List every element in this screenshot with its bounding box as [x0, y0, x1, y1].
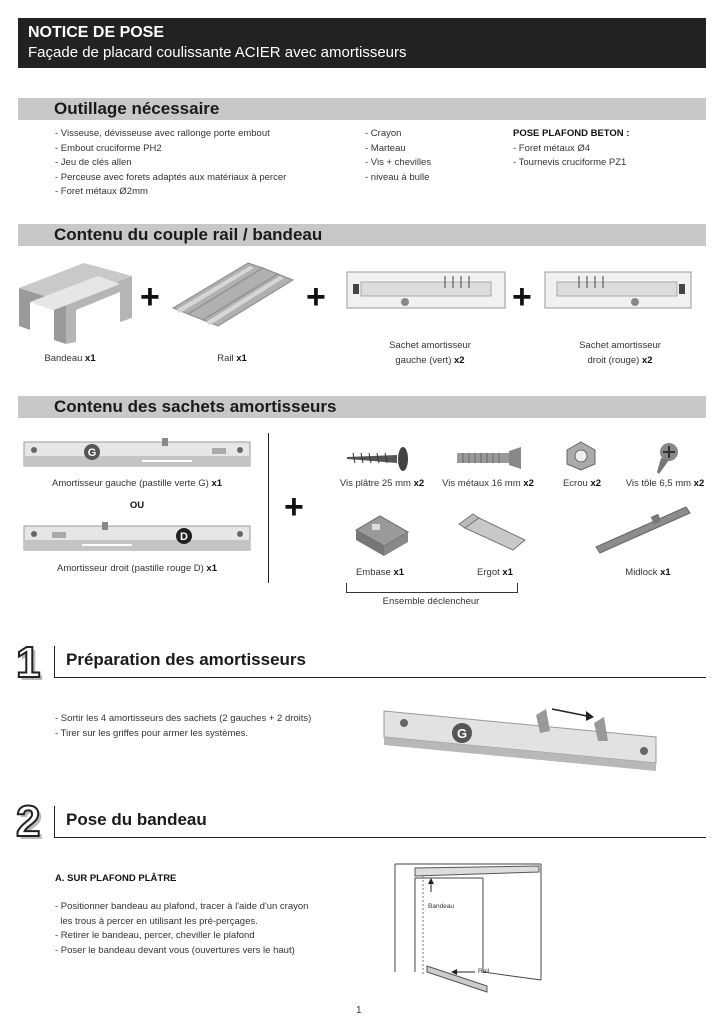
section-title: Contenu des sachets amortisseurs: [54, 397, 337, 416]
step1-instructions: [55, 712, 311, 741]
section-title: Outillage nécessaire: [54, 99, 220, 118]
list-item: - Embout cruciforme PH2: [55, 142, 162, 154]
step-number-1: 1: [16, 638, 41, 687]
rail-illustration: [168, 258, 298, 338]
ergot-label: Ergot x1: [477, 567, 513, 578]
instruction-line: - Retirer le bandeau, percer, cheviller le plafond: [55, 930, 255, 941]
header-banner: [18, 18, 706, 68]
ecrou-label: Ecrou x2: [562, 478, 602, 489]
sachet-gauche-label: Sachet amortisseur gauche (vert) x2: [389, 340, 471, 366]
vis-metaux-illustration: [455, 445, 525, 471]
instruction-line: les trous à percer en utilisant les pré-perçages.: [55, 915, 258, 927]
bandeau-callout: Bandeau: [428, 903, 455, 910]
step2-room-illustration: [393, 862, 543, 1000]
step2-subtitle: A. SUR PLAFOND PLÂTRE: [55, 873, 177, 884]
list-item: - Marteau: [365, 142, 406, 154]
midlock-label: Midlock x1: [625, 567, 671, 578]
plus-sign: +: [512, 278, 532, 316]
vis-platre-label: Vis plâtre 25 mm x2: [339, 478, 425, 489]
step-underline: [54, 837, 706, 838]
embase-label: Embase x1: [355, 567, 405, 578]
ou-label: OU: [129, 500, 145, 511]
step1-amortisseur-illustration: [380, 697, 665, 773]
step1-title: Préparation des amortisseurs: [66, 650, 306, 669]
plus-sign: +: [306, 278, 326, 316]
ergot-illustration: [455, 510, 531, 556]
section-outillage-header: [18, 98, 706, 120]
step-underline: [54, 677, 706, 678]
pastille-g-text: G: [87, 447, 97, 459]
sachet-droit-label: Sachet amortisseur droit (rouge) x2: [579, 340, 661, 366]
outillage-col3: [513, 127, 629, 171]
section-title: Contenu du couple rail / bandeau: [54, 225, 323, 244]
document-subtitle: Façade de placard coulissante ACIER avec amortisseurs: [28, 44, 407, 61]
beton-heading: POSE PLAFOND BETON :: [513, 128, 630, 139]
amortisseur-gauche-label: Amortisseur gauche (pastille verte G) x1: [51, 478, 223, 489]
step2-instructions: [55, 900, 308, 958]
step-number-2: 2: [16, 797, 41, 846]
plus-sign: +: [140, 278, 160, 316]
instruction-line: - Tirer sur les griffes pour armer les systèmes.: [55, 727, 249, 739]
document-title: NOTICE DE POSE: [28, 24, 165, 41]
list-item: - Jeu de clés allen: [55, 157, 132, 168]
outillage-col1: [55, 127, 286, 200]
ensemble-label: Ensemble déclencheur: [382, 596, 480, 607]
instruction-line: - Sortir les 4 amortisseurs des sachets (2 gauches + 2 droits): [55, 713, 312, 724]
list-item: - Tournevis cruciforme PZ1: [513, 157, 627, 168]
instruction-line: - Positionner bandeau au plafond, tracer à l'aide d'un crayon: [55, 901, 309, 912]
amortisseur-droit-label: Amortisseur droit (pastille rouge D) x1: [57, 563, 217, 574]
list-item: - Visseuse, dévisseuse avec rallonge porte embout: [55, 128, 270, 139]
list-item: - niveau à bulle: [365, 171, 430, 183]
list-item: - Crayon: [365, 128, 402, 139]
divider-line: [268, 433, 269, 583]
vis-tole-label: Vis tôle 6,5 mm x2: [625, 478, 705, 489]
step2-title: Pose du bandeau: [66, 810, 207, 829]
page-number: 1: [356, 1005, 362, 1016]
midlock-illustration: [592, 503, 692, 555]
rail-callout: Rail: [478, 968, 490, 975]
rail-label: Rail x1: [217, 353, 247, 364]
outillage-col2: [365, 127, 431, 185]
list-item: - Perceuse avec forets adaptés aux matériaux à percer: [55, 171, 287, 183]
sachet-droit-illustration: [543, 270, 693, 310]
bandeau-label: Bandeau x1: [44, 353, 96, 364]
list-item: - Vis + chevilles: [365, 157, 432, 168]
plus-sign: +: [284, 488, 304, 526]
embase-illustration: [350, 510, 414, 560]
amortisseur-droit-illustration: [22, 520, 252, 554]
list-item: - Foret métaux Ø2mm: [55, 186, 148, 197]
ensemble-bracket: [346, 583, 518, 593]
ecrou-illustration: [564, 440, 598, 472]
step-divider: [54, 806, 55, 838]
vis-platre-illustration: [345, 443, 415, 473]
section-contenu-couple-header: [18, 224, 706, 246]
sachet-gauche-illustration: [345, 270, 507, 310]
instruction-line: - Poser le bandeau devant vous (ouvertures vers le haut): [55, 944, 295, 956]
bandeau-illustration: [14, 258, 134, 346]
vis-tole-illustration: [647, 440, 687, 476]
section-contenu-sachets-header: [18, 396, 706, 418]
list-item: - Foret métaux Ø4: [513, 142, 591, 154]
amortisseur-gauche-illustration: [22, 436, 252, 470]
step-divider: [54, 646, 55, 678]
pastille-d-text: D: [180, 531, 188, 543]
vis-metaux-label: Vis métaux 16 mm x2: [442, 478, 534, 489]
pastille-g-text: G: [456, 726, 468, 741]
